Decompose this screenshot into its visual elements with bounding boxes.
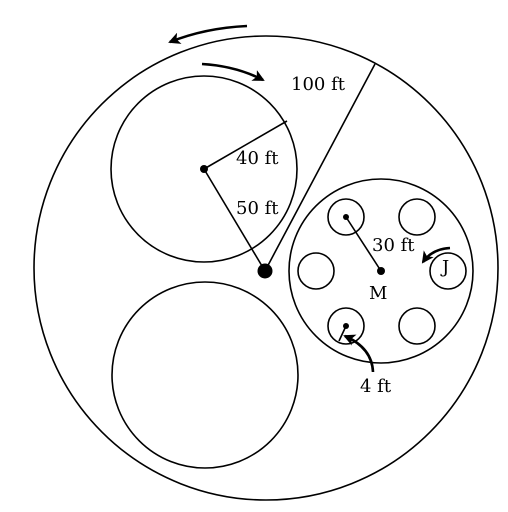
small-car-top-right [399, 199, 435, 235]
small-radius-line [339, 326, 346, 341]
lower-left-wheel [112, 282, 298, 468]
offset-line [204, 169, 265, 271]
wheel-radius-label: 40 ft [236, 148, 279, 169]
small-radius-pointer-arrow [345, 336, 373, 372]
small-radius-label: 4 ft [360, 376, 392, 397]
outer-radius-line [265, 64, 375, 271]
outer-radius-label: 100 ft [291, 74, 345, 95]
hub-center-label: M [369, 283, 388, 304]
small-car-left [298, 253, 334, 289]
main-axle-dot [258, 264, 273, 279]
small-car-bottom-right [399, 308, 435, 344]
wheel-rotation-arrow [202, 64, 263, 80]
hub-radius-label: 30 ft [372, 235, 415, 256]
car-label: J [442, 257, 450, 278]
center-offset-label: 50 ft [236, 198, 279, 219]
outer-rotation-arrow [170, 26, 247, 42]
